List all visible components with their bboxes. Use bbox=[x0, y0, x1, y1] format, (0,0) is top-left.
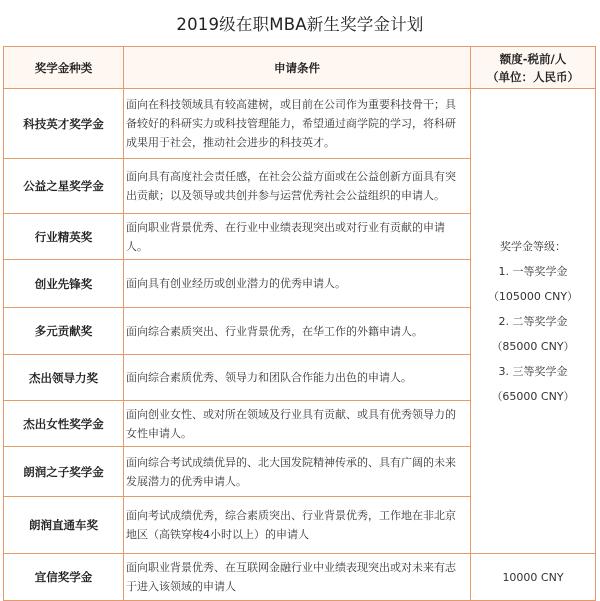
scholarship-type: 杰出领导力奖 bbox=[4, 355, 124, 401]
amount-second-label: 2. 二等奖学金 bbox=[498, 314, 568, 328]
amount-heading: 奖学金等级： bbox=[500, 239, 566, 253]
scholarship-condition: 面向具有高度社会责任感，在社会公益方面或在公益创新方面具有突出贡献；以及领导或共创并参与运营优秀社会公益组织的申请人。 bbox=[124, 159, 471, 214]
header-amount-line2: （单位：人民币） bbox=[487, 69, 579, 84]
scholarship-type: 多元贡献奖 bbox=[4, 308, 124, 355]
table-row bbox=[4, 554, 596, 601]
scholarship-type: 创业先锋奖 bbox=[4, 260, 124, 308]
table-header-row bbox=[4, 47, 596, 89]
header-type: 奖学金种类 bbox=[4, 47, 124, 89]
scholarship-type: 科技英才奖学金 bbox=[4, 89, 124, 159]
scholarship-condition: 面向创业女性、或对所在领域及行业具有贡献、或具有优秀领导力的女性申请人。 bbox=[124, 401, 471, 447]
amount-third-value: （65000 CNY） bbox=[491, 389, 575, 403]
header-amount-line1: 额度-税前/人 bbox=[499, 51, 567, 66]
scholarship-type: 朗润直通车奖 bbox=[4, 497, 124, 554]
header-condition: 申请条件 bbox=[124, 47, 471, 89]
last-amount-cell: 10000 CNY bbox=[471, 554, 596, 601]
scholarship-type: 宜信奖学金 bbox=[4, 554, 124, 601]
page-title: 2019级在职MBA新生奖学金计划 bbox=[176, 15, 424, 34]
scholarship-table bbox=[3, 46, 596, 601]
scholarship-type: 行业精英奖 bbox=[4, 214, 124, 260]
scholarship-condition: 面向职业背景优秀、在互联网金融行业中业绩表现突出或对未来有志于进入该领域的申请人 bbox=[124, 554, 471, 601]
scholarship-condition: 面向具有创业经历或创业潜力的优秀申请人。 bbox=[124, 260, 471, 308]
scholarship-condition: 面向综合素质突出、行业背景优秀，在华工作的外籍申请人。 bbox=[124, 308, 471, 355]
scholarship-type: 公益之星奖学金 bbox=[4, 159, 124, 214]
scholarship-condition: 面向综合考试成绩优异的、北大国发院精神传承的、具有广阔的未来发展潜力的优秀申请人。 bbox=[124, 447, 471, 497]
scholarship-condition: 面向在科技领域具有较高建树，或目前在公司作为重要科技骨干；具备较好的科研实力或科技管理能力，希望通过商学院的学习，将科研成果用于社会，推动社会进步的科技英才。 bbox=[124, 89, 471, 159]
amount-second-value: （85000 CNY） bbox=[491, 339, 575, 353]
header-amount bbox=[471, 47, 596, 89]
scholarship-type: 朗润之子奖学金 bbox=[4, 447, 124, 497]
scholarship-condition: 面向综合素质优秀、领导力和团队合作能力出色的申请人。 bbox=[124, 355, 471, 401]
scholarship-condition: 面向考试成绩优秀，综合素质突出、行业背景优秀，工作地在非北京地区（高铁穿梭4小时以上）的申请人 bbox=[124, 497, 471, 554]
amount-third-label: 3. 三等奖学金 bbox=[498, 364, 568, 378]
merged-amount-cell bbox=[471, 89, 596, 554]
amount-first-value: （105000 CNY） bbox=[487, 289, 579, 303]
scholarship-condition: 面向职业背景优秀、在行业中业绩表现突出或对行业有贡献的申请人。 bbox=[124, 214, 471, 260]
amount-first-label: 1. 一等奖学金 bbox=[498, 264, 568, 278]
table-row bbox=[4, 89, 596, 159]
scholarship-type: 杰出女性奖学金 bbox=[4, 401, 124, 447]
